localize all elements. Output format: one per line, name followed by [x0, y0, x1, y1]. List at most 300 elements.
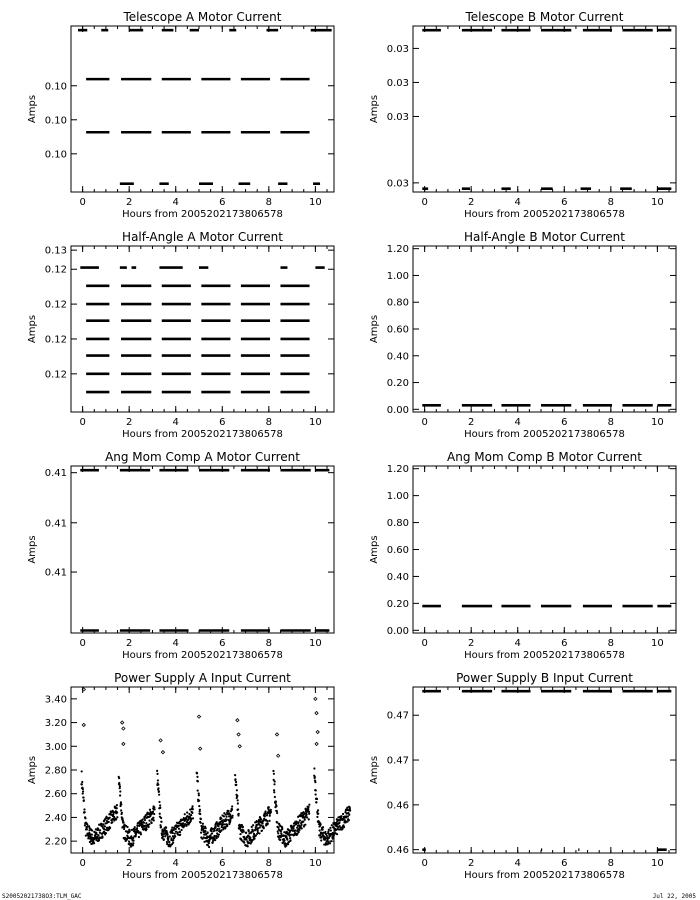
data-point: [179, 831, 181, 833]
x-tick-label: 8: [265, 197, 273, 208]
data-point: [136, 827, 138, 829]
footer-date-label: Jul 22, 2005: [652, 893, 696, 900]
y-tick-label: 0.03: [386, 43, 409, 55]
data-point: [294, 829, 296, 831]
data-point: [231, 805, 233, 807]
data-point: [119, 790, 121, 792]
data-point: [132, 842, 134, 844]
panel-8: [369, 671, 676, 881]
data-point: [231, 809, 233, 811]
data-point: [158, 801, 160, 803]
data-point: [82, 790, 84, 792]
data-point: [156, 773, 158, 775]
data-point: [116, 816, 118, 818]
panel-3: [27, 230, 334, 440]
data-point: [84, 817, 86, 819]
y-tick-label: 0.46: [386, 845, 409, 857]
data-point: [236, 795, 238, 797]
data-point: [81, 783, 83, 785]
data-point: [174, 836, 176, 838]
x-tick-label: 2: [467, 638, 475, 649]
data-point: [266, 814, 268, 816]
data-point: [229, 820, 231, 822]
data-point: [200, 822, 202, 824]
y-tick-label: 2.40: [44, 812, 67, 824]
x-tick-label: 6: [561, 638, 568, 649]
data-point: [342, 813, 344, 815]
data-point: [245, 832, 247, 834]
data-point: [140, 833, 142, 835]
data-point: [237, 802, 239, 804]
data-point: [329, 842, 331, 844]
data-point: [269, 815, 271, 817]
data-point: [167, 837, 169, 839]
data-point: [198, 805, 200, 807]
data-point: [172, 832, 174, 834]
data-point: [128, 840, 130, 842]
data-point: [272, 770, 274, 772]
data-point: [152, 811, 154, 813]
y-tick-label: 0.60: [386, 545, 409, 556]
x-tick-label: 2: [467, 197, 475, 208]
data-point: [175, 828, 177, 830]
data-point: [108, 821, 110, 823]
data-point: [159, 813, 161, 815]
data-point: [134, 826, 136, 828]
y-tick-label: 0.41: [44, 567, 67, 579]
x-axis-label: Hours from 2005202173806578: [122, 870, 283, 881]
data-point: [83, 808, 85, 810]
chart-title: Power Supply A Input Current: [114, 671, 291, 685]
outlier-point: [122, 742, 125, 745]
outlier-point: [199, 747, 202, 750]
data-point: [257, 830, 259, 832]
data-point: [143, 822, 145, 824]
data-point: [324, 831, 326, 833]
y-tick-label: 2.80: [44, 765, 67, 777]
data-point: [158, 794, 160, 796]
x-tick-label: 4: [514, 638, 521, 649]
y-tick-label: 0.12: [44, 264, 67, 276]
data-point: [162, 835, 164, 837]
data-point: [178, 828, 180, 830]
y-tick-label: 0.00: [386, 404, 409, 416]
x-tick-label: 4: [514, 197, 521, 208]
data-point: [237, 799, 239, 801]
data-point: [275, 805, 277, 807]
x-tick-label: 6: [561, 417, 568, 428]
data-point: [102, 824, 104, 826]
x-tick-label: 8: [265, 638, 273, 649]
data-point: [115, 818, 117, 820]
data-point: [145, 822, 147, 824]
data-point: [243, 831, 245, 833]
data-point: [308, 804, 310, 806]
outlier-point: [236, 719, 239, 722]
x-tick-label: 10: [309, 197, 322, 208]
chart-title: Power Supply B Input Current: [456, 671, 633, 685]
data-point: [274, 780, 276, 782]
data-point: [109, 827, 111, 829]
y-tick-label: 0.03: [386, 178, 409, 190]
data-point: [286, 839, 288, 841]
y-tick-label: 0.40: [386, 351, 409, 363]
data-point: [270, 809, 272, 811]
data-point: [202, 825, 204, 827]
data-point: [126, 826, 128, 828]
data-point: [119, 785, 121, 787]
y-tick-label: 3.00: [44, 741, 67, 753]
data-point: [315, 801, 317, 803]
x-tick-label: 8: [265, 417, 273, 428]
data-point: [169, 835, 171, 837]
x-tick-label: 8: [607, 858, 615, 869]
data-point: [202, 823, 204, 825]
data-point: [243, 842, 245, 844]
y-tick-label: 1.20: [386, 464, 409, 476]
y-tick-label: 0.00: [386, 625, 409, 637]
data-point: [84, 811, 86, 813]
data-point: [317, 813, 319, 815]
data-point: [120, 803, 122, 805]
panel-2: [369, 10, 676, 220]
data-point: [222, 821, 224, 823]
y-axis-label: Amps: [369, 755, 380, 785]
y-tick-label: 0.47: [386, 710, 409, 722]
data-point: [105, 832, 107, 834]
data-point: [207, 831, 209, 833]
x-tick-label: 6: [561, 858, 568, 869]
data-point: [226, 819, 228, 821]
outlier-point: [315, 711, 318, 714]
data-point: [274, 796, 276, 798]
data-point: [252, 824, 254, 826]
data-point: [149, 809, 151, 811]
data-point: [260, 825, 262, 827]
data-point: [234, 774, 236, 776]
plot-frame: [71, 466, 334, 633]
y-axis-label: Amps: [27, 535, 38, 564]
data-point: [336, 833, 338, 835]
y-tick-label: 0.10: [44, 149, 67, 161]
data-point: [191, 805, 193, 807]
x-tick-label: 0: [79, 858, 86, 869]
panel-4: [369, 230, 676, 440]
data-point: [348, 814, 350, 816]
y-axis-label: Amps: [369, 94, 380, 124]
x-axis-label: Hours from 2005202173806578: [464, 429, 625, 440]
data-point: [119, 794, 121, 796]
data-point: [185, 825, 187, 827]
data-point: [315, 789, 317, 791]
data-point: [198, 794, 200, 796]
data-point: [84, 824, 86, 826]
data-point: [261, 830, 263, 832]
data-point: [330, 829, 332, 831]
x-tick-label: 6: [219, 197, 226, 208]
data-point: [160, 826, 162, 828]
data-point: [116, 804, 118, 806]
data-point: [81, 770, 83, 772]
x-tick-label: 6: [561, 197, 568, 208]
data-point: [235, 781, 237, 783]
y-tick-label: 0.12: [44, 334, 67, 346]
data-point: [191, 812, 193, 814]
plot-frame: [413, 26, 676, 192]
data-point: [112, 814, 114, 816]
y-axis-label: Amps: [369, 314, 380, 344]
data-point: [190, 814, 192, 816]
data-point: [328, 829, 330, 831]
data-point: [235, 784, 237, 786]
y-tick-label: 0.03: [386, 77, 409, 89]
data-point: [249, 836, 251, 838]
data-point: [192, 817, 194, 819]
data-point: [227, 810, 229, 812]
y-tick-label: 0.40: [386, 571, 409, 583]
data-point: [276, 810, 278, 812]
data-point: [170, 837, 172, 839]
data-point: [150, 822, 152, 824]
panel-1: [27, 10, 334, 220]
x-tick-label: 2: [125, 197, 133, 208]
x-tick-label: 10: [309, 417, 322, 428]
data-point: [279, 839, 281, 841]
y-tick-label: 0.41: [44, 468, 67, 480]
data-point: [292, 828, 294, 830]
data-point: [300, 824, 302, 826]
data-point: [319, 829, 321, 831]
data-point: [273, 783, 275, 785]
y-tick-label: 0.46: [386, 800, 409, 812]
x-axis-label: Hours from 2005202173806578: [122, 429, 283, 440]
data-point: [315, 793, 317, 795]
x-tick-label: 10: [651, 197, 664, 208]
data-point: [180, 829, 182, 831]
plot-frame: [413, 687, 676, 853]
data-point: [231, 815, 233, 817]
data-point: [172, 842, 174, 844]
data-point: [268, 820, 270, 822]
data-point: [153, 819, 155, 821]
data-point: [120, 801, 122, 803]
data-point: [132, 840, 134, 842]
y-tick-label: 0.41: [44, 518, 67, 530]
x-tick-label: 4: [172, 858, 179, 869]
y-tick-label: 1.00: [386, 491, 409, 503]
data-point: [327, 838, 329, 840]
data-point: [308, 818, 310, 820]
x-tick-label: 0: [79, 417, 86, 428]
x-axis-label: Hours from 2005202173806578: [464, 209, 625, 220]
data-point: [156, 770, 158, 772]
chart-title: Telescope A Motor Current: [123, 10, 282, 24]
data-point: [322, 826, 324, 828]
data-point: [166, 834, 168, 836]
plot-frame: [413, 466, 676, 633]
x-tick-label: 0: [79, 197, 86, 208]
data-point: [157, 779, 159, 781]
data-point: [302, 821, 304, 823]
data-point: [184, 813, 186, 815]
data-point: [268, 806, 270, 808]
data-point: [349, 810, 351, 812]
y-tick-label: 0.12: [44, 299, 67, 311]
data-point: [91, 833, 93, 835]
x-tick-label: 6: [219, 417, 226, 428]
data-point: [160, 817, 162, 819]
data-point: [220, 817, 222, 819]
data-point: [347, 815, 349, 817]
data-point: [159, 804, 161, 806]
outlier-point: [275, 733, 278, 736]
data-point: [340, 815, 342, 817]
y-tick-label: 0.20: [386, 378, 409, 390]
chart-title: Ang Mom Comp B Motor Current: [447, 450, 642, 464]
data-point: [308, 813, 310, 815]
data-point: [85, 835, 87, 837]
x-tick-label: 0: [421, 417, 428, 428]
data-point: [122, 821, 124, 823]
chart-title: Half-Angle A Motor Current: [122, 230, 283, 244]
outlier-point: [315, 742, 318, 745]
outlier-point: [237, 733, 240, 736]
data-point: [109, 817, 111, 819]
outlier-point: [121, 721, 124, 724]
data-point: [289, 839, 291, 841]
outlier-point: [277, 754, 280, 757]
y-tick-label: 2.20: [44, 836, 67, 848]
data-point: [214, 829, 216, 831]
x-tick-label: 10: [651, 638, 664, 649]
data-point: [97, 834, 99, 836]
data-point: [273, 791, 275, 793]
data-point: [223, 815, 225, 817]
outlier-point: [197, 715, 200, 718]
data-point: [276, 812, 278, 814]
data-point: [266, 820, 268, 822]
data-point: [259, 826, 261, 828]
data-point: [174, 833, 176, 835]
data-point: [98, 839, 100, 841]
data-point: [277, 826, 279, 828]
data-point: [111, 821, 113, 823]
outlier-point: [161, 751, 164, 754]
y-tick-label: 0.20: [386, 598, 409, 610]
data-point: [305, 814, 307, 816]
data-point: [261, 822, 263, 824]
x-axis-label: Hours from 2005202173806578: [464, 870, 625, 881]
data-point: [322, 829, 324, 831]
data-point: [165, 827, 167, 829]
x-tick-label: 2: [125, 638, 133, 649]
y-tick-label: 0.80: [386, 518, 409, 530]
x-tick-label: 10: [651, 858, 664, 869]
data-point: [212, 842, 214, 844]
data-point: [200, 832, 202, 834]
data-point: [145, 828, 147, 830]
data-point: [163, 838, 165, 840]
data-point: [142, 818, 144, 820]
y-axis-label: Amps: [27, 755, 38, 785]
x-axis-label: Hours from 2005202173806578: [464, 650, 625, 661]
data-point: [307, 806, 309, 808]
y-axis-label: Amps: [369, 535, 380, 564]
data-point: [217, 825, 219, 827]
data-point: [270, 811, 272, 813]
plot-frame: [413, 246, 676, 412]
data-point: [260, 818, 262, 820]
data-point: [101, 836, 103, 838]
data-point: [103, 828, 105, 830]
y-tick-label: 0.10: [44, 115, 67, 127]
data-point: [217, 836, 219, 838]
data-point: [264, 810, 266, 812]
data-point: [118, 777, 120, 779]
data-point: [348, 819, 350, 821]
x-tick-label: 10: [309, 858, 322, 869]
chart-title: Ang Mom Comp A Motor Current: [105, 450, 300, 464]
y-tick-label: 0.60: [386, 324, 409, 336]
outlier-point: [82, 723, 85, 726]
x-tick-label: 4: [172, 197, 179, 208]
data-point: [148, 819, 150, 821]
data-point: [267, 822, 269, 824]
data-point: [132, 844, 134, 846]
data-point: [182, 822, 184, 824]
data-point: [245, 838, 247, 840]
data-point: [81, 781, 83, 783]
data-point: [343, 826, 345, 828]
data-point: [247, 845, 249, 847]
y-tick-label: 0.10: [44, 81, 67, 93]
data-point: [332, 838, 334, 840]
plot-frame: [71, 246, 334, 412]
outlier-point: [122, 727, 125, 730]
data-point: [276, 822, 278, 824]
data-point: [160, 821, 162, 823]
chart-title: Telescope B Motor Current: [465, 10, 624, 24]
data-point: [218, 828, 220, 830]
data-point: [280, 830, 282, 832]
y-tick-label: 2.60: [44, 789, 67, 801]
data-point: [342, 828, 344, 830]
data-point: [301, 827, 303, 829]
x-tick-label: 4: [172, 638, 179, 649]
data-point: [229, 813, 231, 815]
y-tick-label: 1.20: [386, 244, 409, 256]
data-point: [304, 824, 306, 826]
data-point: [186, 811, 188, 813]
data-point: [197, 780, 199, 782]
data-point: [314, 776, 316, 778]
data-point: [199, 809, 201, 811]
data-point: [289, 837, 291, 839]
data-point: [216, 828, 218, 830]
data-point: [223, 823, 225, 825]
data-point: [91, 829, 93, 831]
data-point: [208, 846, 210, 848]
outlier-point: [159, 739, 162, 742]
data-point: [285, 835, 287, 837]
y-tick-label: 3.20: [44, 718, 67, 730]
data-point: [82, 788, 84, 790]
data-point: [166, 841, 168, 843]
data-point: [298, 831, 300, 833]
y-tick-label: 3.40: [44, 694, 67, 706]
x-tick-label: 2: [467, 858, 475, 869]
outlier-point: [238, 745, 241, 748]
